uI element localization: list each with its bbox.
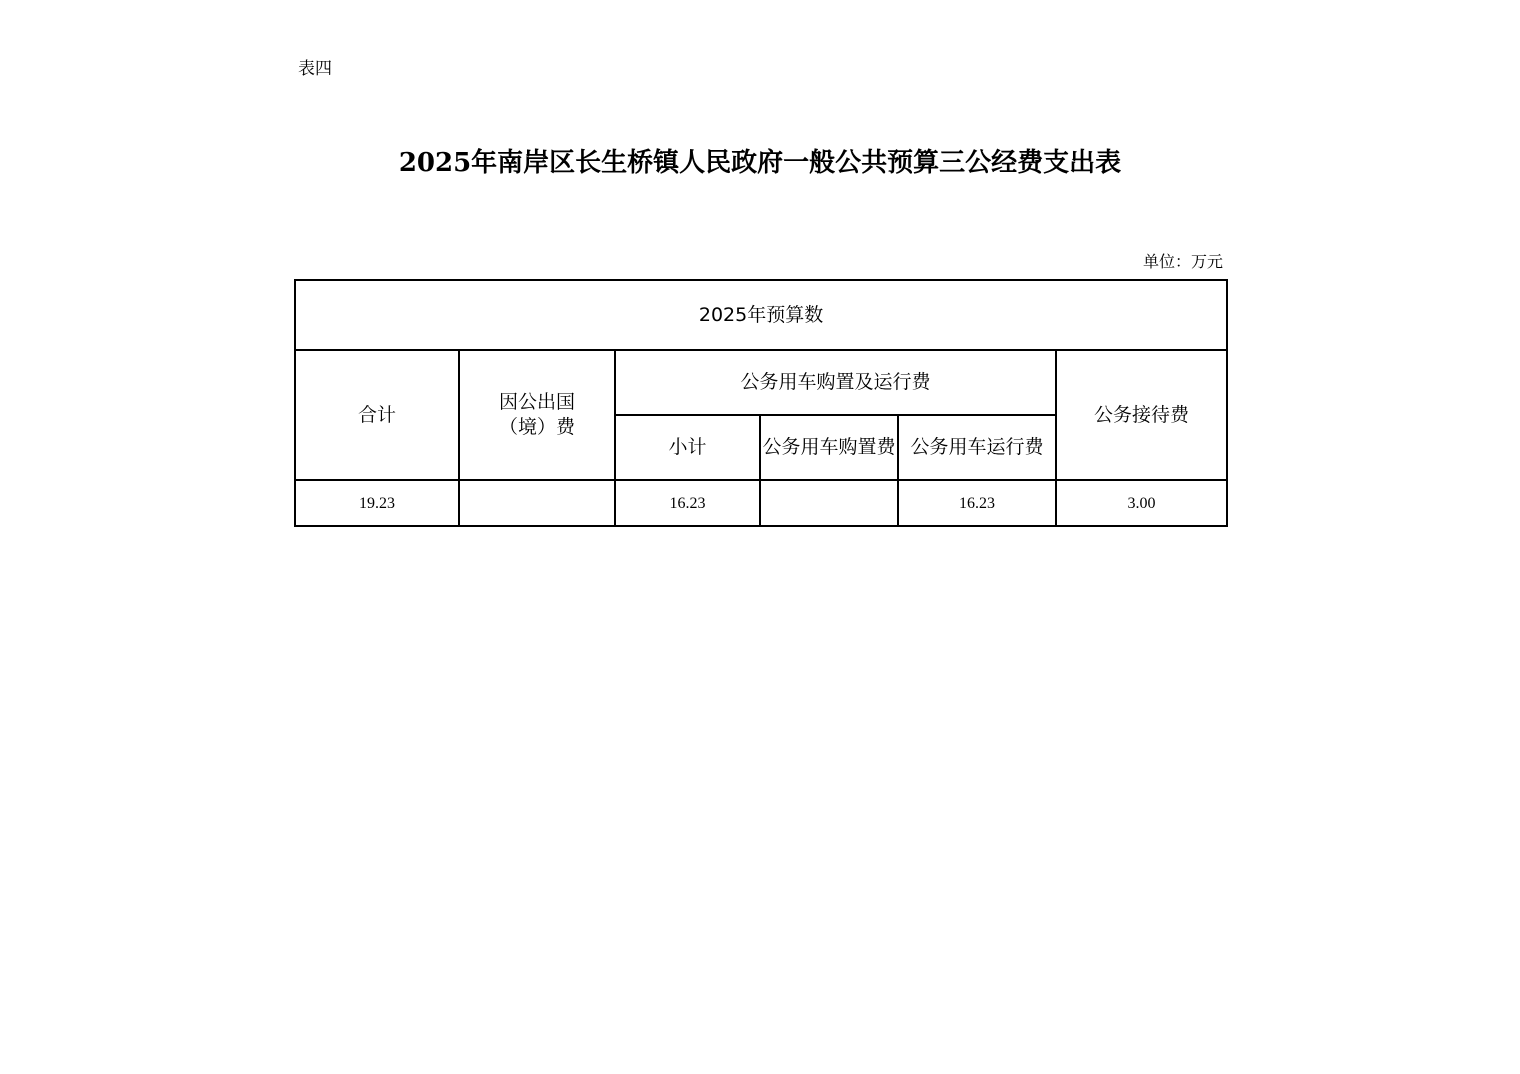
page-title: 2025年南岸区长生桥镇人民政府一般公共预算三公经费支出表 bbox=[398, 148, 1122, 178]
header-vehicle-purchase-text: 公务用车购置费 bbox=[762, 436, 896, 458]
header-reception: 公务接待费 bbox=[1056, 350, 1227, 480]
header-budget-year: 2025年预算数 bbox=[295, 280, 1227, 350]
header-vehicle-operation: 公务用车运行费 bbox=[898, 415, 1056, 480]
cell-overseas bbox=[459, 480, 615, 526]
budget-table bbox=[294, 279, 1228, 527]
header-vehicle-group: 公务用车购置及运行费 bbox=[615, 350, 1056, 415]
header-overseas bbox=[459, 350, 615, 480]
table-header-row-year bbox=[295, 280, 1227, 350]
cell-vehicle-purchase bbox=[760, 480, 898, 526]
header-overseas-text: 因公出国（境）费 bbox=[498, 391, 575, 438]
header-vehicle-purchase bbox=[760, 415, 898, 480]
table-header-row-1 bbox=[295, 350, 1227, 415]
header-total: 合计 bbox=[295, 350, 459, 480]
table-row bbox=[295, 480, 1227, 526]
cell-reception: 3.00 bbox=[1056, 480, 1227, 526]
cell-total: 19.23 bbox=[295, 480, 459, 526]
cell-subtotal: 16.23 bbox=[615, 480, 760, 526]
unit-label: 单位：万元 bbox=[1142, 252, 1223, 271]
table-number-label: 表四 bbox=[298, 59, 332, 79]
header-subtotal: 小计 bbox=[615, 415, 760, 480]
cell-vehicle-operation: 16.23 bbox=[898, 480, 1056, 526]
